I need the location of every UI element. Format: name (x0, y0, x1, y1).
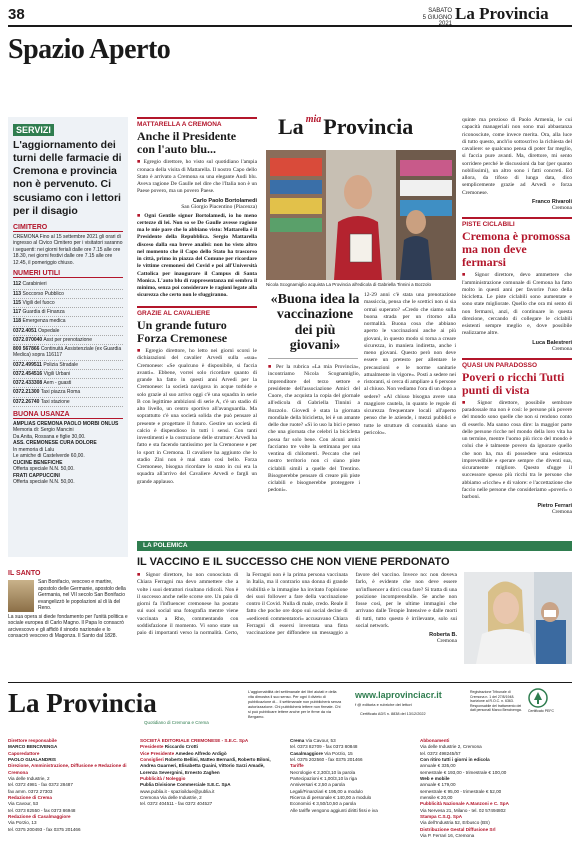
phone-number: 112 (13, 281, 22, 288)
letter-kicker: PISTE CICLABILI (462, 217, 572, 228)
letter-text: Signor direttore, possibile sembrare paradossale ma non è così: le persone più povere del mondo sono quelle che non si rendono conto di esserlo. Ma sanno cosa dire: la maggior parte delle persone ricche nel mondo della loro vita ha un termine, mentre l'uomo più ricco del mondo è colui che è talmente povero da ignorare quello che non ha, ma di possedere una esistenza imprevedibile e sperare sempre che diventi sua, sicuramente migliore. Questo sfugge il successore spesso più ricchi tra le persone che abbiamo «ricche» e di valore: e l'accettazione che faccio nelle persone che consideriamo «poveri» o barboni. (462, 399, 572, 501)
letter-kicker: MATTARELLA A CREMONA (137, 117, 257, 128)
photo-caption: Nicola Scognamiglio acquista La Provincia all'edicola di Gabriella Tinnini a Bozzolo (266, 282, 431, 287)
letter-place: San Giorgio Piacentino (Piacenza) (181, 203, 257, 210)
footer-value[interactable]: www.publia.it - spazioildue@publia.it (140, 788, 215, 794)
footer-value: Via dell'Industria 52, Erbusco (BS) (420, 820, 490, 826)
phone-number: 800 567866 (13, 346, 40, 352)
phone-label: Asst per prenotazione (43, 336, 92, 343)
footer-label: Web e mobile (420, 775, 450, 781)
footer-value: Via delle Industrie, 2 (8, 775, 50, 781)
letter-place: Cremona (551, 345, 572, 352)
footer-heading: Pubblicità / Noleggio (140, 775, 186, 781)
donation-line: Le amiche di Castelverde 60,00. (13, 453, 85, 460)
ads-badge: Certificato ADS n. 8838 del 13/12/2022 (360, 712, 426, 716)
footer-logo[interactable]: La Provincia (8, 688, 157, 718)
letter-headline[interactable]: Un grande futuro Forza Cremonese (137, 317, 228, 345)
letter-body (462, 272, 572, 337)
letter-author: Carlo Paolo Bortolamedi (192, 197, 257, 204)
useful-number-row[interactable] (13, 336, 123, 345)
useful-number-row[interactable] (13, 299, 123, 308)
footer-value: semestrale € 193,00 - trimestrale € 100,00 (420, 769, 507, 775)
bullet-icon: ■ (268, 364, 276, 370)
website-link[interactable]: www.laprovinciacr.it (355, 690, 442, 700)
letter-body (462, 400, 572, 502)
footer-value: Riccardo Crotti (164, 744, 198, 750)
footer-value: tel. 0372 404511 - fax 0372 404527 (140, 801, 213, 807)
footer-value: Via Cavour, 53 (305, 738, 336, 743)
letter-headline[interactable]: Cremona è promossa ma non deve fermarsi (462, 228, 571, 270)
footer-heading: Caporedattore (8, 750, 40, 756)
polemica-author: Roberta B. (429, 632, 457, 638)
footer-value: Publia Divisione Commerciale S.E.C. SpA (140, 782, 231, 788)
letter-author: Luca Balestreri (532, 339, 572, 346)
footer-col-subscriptions (420, 738, 572, 839)
footer-value: annuale € 179,00 (420, 782, 456, 788)
footer-value: Via P. Ferrari 16, Cremona (420, 832, 475, 838)
letter-text: Egregio direttore, ho visto sul quotidiano l'ampia cronaca della visita di Mattarella. Il nostro Capo dello Stato è arrivato a Cremona su una elegante Audi blu. Aveva ragione De Gaulle nel dire che l'Italia non è un Paese povero, ma un povero Paese. (137, 159, 257, 195)
pharmacy-notice: L'aggiornamento dei turni delle farmacie di Cremona e provincia non è pervenuto. Ci scusiamo con i lettori per il disagio (13, 139, 122, 217)
footer-value: tel. 0375 200493 - fax 0375 201466 (8, 826, 81, 832)
website-subtitle: f @ editoria e rubriche dei lettori (355, 702, 412, 707)
footer-heading: Stampa C.S.Q. SpA (420, 813, 463, 819)
polemica-headline[interactable]: IL VACCINO E IL SUCCESSO CHE NON VIENE PERDONATO (137, 556, 450, 568)
services-label: SERVIZI (13, 124, 54, 136)
right-column (462, 117, 572, 547)
footer-col-rates (290, 738, 405, 814)
footer-value: Via Porzio, 13 (8, 820, 37, 826)
letter-headline[interactable]: Anche il Presidente con l'auto blu... (137, 129, 237, 157)
bullet-icon: ■ (137, 572, 146, 578)
phone-label: Soccorso Pubblico (22, 290, 64, 297)
phone-label: Guardia di Finanza (22, 309, 65, 315)
reply-icon: ■ (137, 212, 145, 219)
letter-text: Signor direttore, devo ammettere che l'amministrazione comunale di Cremona ha fatto molto in questi anni per favorire l'uso della bicicletta. Le piste ciclabili sono aumentate e sono state migliorate. Quello che ora mi sento di non fermarsi, anzi, di continuare in questa direzione, cercando di collegare le ciclabili esistenti sempre meglio e, dove possibile realizzarne altre. (462, 272, 572, 337)
buona-usanza-title: BUONA USANZA (13, 411, 123, 419)
phone-label: Taxi stazione (40, 398, 70, 405)
buona-usanza-list (13, 421, 123, 486)
donation-line: Da Anita, Rossana e figlie 30,00. (13, 433, 86, 440)
phone-label: Emergenza medica (22, 318, 66, 325)
feature-text-a: Per la rubrica «La mia Provincia», incontriamo Nicola Scognamiglio, imprenditore del terzo settore e presidente dell'associazione Amici del Cuore, che acquista la copia del giornale all'edicola di Gabriella Tinnini a Bozzolo. Giovedì è stata la giornata mondiale della bicicletta, lei è un amante delle due ruote? «Sì io uso la bici e penso che una giornata che celebri la bicicletta possa far solo bene. Con alcuni amici facciamo tre volte la settimana per una ventina di chilometri. Peccato che nel nostro territorio non ci siano piste ciclabili simili a quelle del Trentino. Bisognerebbe pensare di creare più piste ciclabili e bisognerebbe proteggere i pedoni». (268, 364, 360, 494)
saint-box (8, 570, 128, 670)
useful-number-row[interactable] (13, 327, 123, 336)
footer-value: Via Nervesa 21, Milano - tel. 02 57494802 (420, 807, 506, 813)
footer-value: Amedeo Alfredo Ardigò (175, 750, 227, 756)
header-rule (8, 25, 572, 27)
saint-text: San Bonifacio, vescovo e martire, apostolo delle Germanie, apostolo della Germania, nel VII secolo San Bonifacio evangelizzò le popolazioni al di là del Reno. (38, 579, 126, 611)
footer-rate: Legali/Finanziari € 195,00 a modulo (290, 788, 363, 794)
footer-value: Via Porzio, 15 (324, 750, 353, 756)
vaccination-photo (464, 572, 572, 664)
useful-number-row[interactable] (13, 388, 123, 397)
polemica-text: Signor direttore, ho non conosciuta di Chiara Ferragni ma devo ammettere che a volte i suoi detrattori risultano ridicoli. Non è il successo anche nelle scorse ore. Un paio di giorni fa l'influencer cremonese ha postato sui suoi social una fotografia mentre viene vaccinata a Rho, commentando con soddisfazione il momento. Vi sono state un paio di importanti verso la normalità. Certo, la Ferragni non è la prima persona vaccinata in Italia, ma il contrario una donna di grande visibilità e la immagine ha invitato l'opinione dei suoi follower a fare della vaccinazione contro il Covid. Nulla di male, credo. Reale il fatto che poche ore dopo sui social decine di «sedicenti commentatori» accusavano Chiara Ferragni di essersi inventata una finta vaccinazione per diffondere un messaggio a favore del vaccino. Invece no: non doveva farlo, è evidente che non deve essere un'influencer a dirci cosa fare? Si tratta di una posizione incomprensibile. Se anche non fosse così, per le ultime immagini che arrivano dalle Terapie Intensive e dalle morti di tutti, tutto questo è irrilevante, solo sui social network. (137, 572, 457, 636)
footer-legal-note: L'aggiornabilità del settimanale del libri aiutati e della vita dimostra il suo senso. Per ogni il divieto di pubblicazione di... Il settimanale non pubblicherà senza autorizzazione. Chi pubblicherà lettere non firmate. Chi si può pubblicare lettere anche per le firme da via Bergamo. (248, 690, 342, 719)
footer-value: mensile € 20,00 (420, 794, 453, 800)
page-number: 38 (8, 6, 25, 23)
quote-divider (268, 358, 358, 359)
footer-label: Casalmaggiore (290, 750, 323, 756)
donation-line: ASS. CREMONESE CURA DOLORE (13, 440, 97, 447)
phone-number: 118 (13, 318, 22, 325)
donation-line: In memoria di Lalu (13, 446, 55, 453)
newsstand-photo (266, 150, 456, 280)
letter-text: Egregio direttore, ho letto nei giorni scorsi le dichiarazioni del cavalier Arvedi sulla «sua» Cremonese: «Se qualcuno è disponibile, si faccia avanti». Ebbene, vorrei solo ricordare quanto di grande ha fatto in questi anni Arvedi per la Cremonese: la società navigava in acque torbide e solo grazie al suo arrivo oggi c'è una squadra in serie B con legittime ambizioni di serie A, c'è un stadio di alto livello, un centro sportivo all'avanguardia. Ma soprattutto c'è una società solida che può pensare al presente e progettare il futuro. Gestire un società di calcio è dispendioso in tutti i sensi. Con tanti investimenti e la costruzione delle strutture: Arvedi ha fatto e sta facendo tantissimo per la Cremonese e per lo sport in Cremona. Il cavaliere ha aggiunto che lo stadio Zini non è mai stato così bello. Forza Cremonese, bisogna ricordare lo stato in cui era la squadra all'arrivo del Cavaliere Arvedi e fargli un grande applauso. (137, 348, 257, 485)
useful-number-row[interactable] (13, 317, 123, 326)
footer-value: semestrale € 95,00 - trimestrale € 52,00 (420, 788, 502, 794)
phone-label: Continuità Assistenziale (ex Guardia Medica) sopra 116117 (13, 346, 122, 359)
footer-heading: Pubblicità Nazionale A.Manzoni e C. SpA (420, 801, 509, 807)
pefc-tree-icon (528, 688, 548, 708)
donation-line: Memoria di: Sergio Mancini (13, 427, 74, 434)
phone-label: Carabinieri (22, 281, 47, 288)
registration-note: Registrazione Tribunale di Cremona n. 1 del 27/8/1948. Iscrizione al R.O.C. n. 6363. Responsabile del trattamento dei dati personali Marco Bencivenga. (470, 690, 522, 713)
useful-numbers-list (13, 280, 123, 407)
footer-label: Vice Presidente (140, 750, 175, 756)
issue-day: SABATO (428, 8, 452, 14)
footer-rate: Anniversari € 2,50 a parola (290, 782, 345, 788)
useful-number-row[interactable] (13, 280, 123, 289)
polemica-place: Cremona (436, 638, 457, 644)
footer-col-editorial (8, 738, 128, 833)
footer-value: Cremona Via delle Industrie, 2 (140, 794, 202, 800)
useful-number-row[interactable] (13, 398, 123, 407)
letter-continued: quinte ma prezioso di Paolo Armenia, le cui capacità manageriali non sono mai abbastanza riconosciute, come invece merita. Ora, alla luce di tutto questo, anch'io sottoscrivo la richiesta del cavaliere: se qualcuno pensa di poter far meglio, si faccia pure avanti. Ma, direttore, mi sento sorridere perché le discussioni da bar (per quanto nobilissimi), un altro sono i fatti concreti. Ed allora, da tifoso di lunga data, dico semplicemente grazie ad Arvedi e forza Cremonese. (462, 117, 572, 196)
footer-label: Crema (290, 738, 305, 743)
letter-body (137, 348, 257, 486)
footer-value: tel. 0375 202560 - fax 0375 201466 (290, 756, 363, 762)
footer-value: Via Cavour, 53 (8, 801, 39, 807)
letter-kicker: QUASI UN PARADOSSO (462, 358, 572, 369)
letter-place: Cremona (551, 509, 572, 516)
polemica-label: LA POLEMICA (143, 542, 188, 549)
footer-value: tel. 0372 498245/57 (420, 750, 461, 756)
feature-logo-pre: La (278, 114, 304, 139)
donation-line: Offerta speciale N.N. 50,00. (13, 479, 75, 486)
footer-heading: Direzione, Amministrazione, Diffusione e Redazione di Cremona (8, 763, 127, 775)
phone-label: Vigili Urbani (43, 370, 71, 377)
feature-quote[interactable]: «Buona idea la vaccinazione dei più giovani» (270, 292, 360, 354)
footer-rate: Partecipazioni € 1,00/3,10 la riga (290, 775, 357, 781)
saint-image (8, 580, 34, 612)
footer-heading: Direttore responsabile (8, 738, 57, 743)
footer-value: PAOLO GUALANDRIS (8, 756, 56, 762)
issue-full-date: 5 GIUGNO (422, 14, 452, 21)
letter-headline[interactable]: Poveri o ricchi Tutti punti di vista (462, 369, 565, 397)
useful-numbers-title: NUMERI UTILI (13, 270, 123, 278)
editor-reply (137, 213, 257, 300)
footer-rate: Alle tariffe vengono aggiunti diritti fissi e iva (290, 807, 378, 813)
bullet-icon: ■ (462, 399, 478, 406)
phone-label: Ospedale (38, 327, 60, 334)
footer-label: Presidente (140, 744, 164, 750)
footer-value: tel. 0372 4981 - fax 0372 28487 (8, 782, 73, 788)
footer-value: tel. 0373 82550 - fax 0373 86948 (8, 807, 76, 813)
letters-column (137, 117, 257, 547)
letter-kicker: GRAZIE AL CAVALIERE (137, 306, 257, 317)
footer-value: annuale € 335,00 (420, 763, 456, 769)
footer-label: Con ritiro tutti i giorni in edicola (420, 756, 490, 762)
feature-logo (278, 114, 413, 140)
footer-heading: Abbonamenti (420, 738, 450, 743)
useful-number-row[interactable] (13, 361, 123, 370)
phone-number: 117 (13, 309, 22, 315)
saint-label: IL SANTO (8, 570, 41, 577)
pefc-label: Certificato PEFC (528, 709, 555, 713)
section-title: Spazio Aperto (8, 34, 171, 65)
masthead-logo[interactable]: La Provincia (455, 4, 549, 23)
footer-value: Roberto Bellini, Matteo Bernardi, Roberto Biloni, Andrea Guarneri, Elisabetta Quaini, Vittorio Sarzi Amadè, Lorenza Severgnini, Ernesto Zaghen (140, 756, 271, 775)
polemica-photo (464, 572, 572, 664)
footer-label: Consiglieri (140, 756, 164, 762)
footer-heading: Redazione di Casalmaggiore (8, 813, 71, 819)
bullet-icon: ■ (137, 348, 146, 354)
phone-number: 113 (13, 290, 22, 297)
footer-value: Via delle Industrie 2, Cremona (420, 744, 482, 750)
bullet-icon: ■ (137, 159, 144, 166)
letter-author: Franco Rivaroli (531, 198, 572, 205)
phone-number: 0372.21300 (13, 389, 40, 396)
footer-rate: Necrologie € 2,30/3,10 la parola (290, 769, 356, 775)
phone-number: 115 (13, 299, 22, 306)
donation-line: CUCINE BENEFICHE (13, 459, 63, 466)
feature-logo-post: Provincia (323, 114, 414, 139)
useful-number-row[interactable] (13, 345, 123, 361)
footer-value: MARCO BENCIVENGA (8, 744, 58, 750)
footer-heading: Tariffe (290, 763, 304, 769)
useful-number-row[interactable] (13, 379, 123, 388)
footer-value: fax amm. 0372 27303 (8, 788, 53, 794)
cemetery-title: CIMITERO (13, 224, 123, 232)
phone-label: Aem - guasti (43, 380, 72, 386)
footer-tagline: Quotidiano di Cremona e Crema (144, 720, 209, 725)
footer-col-society (140, 738, 275, 808)
footer-rule (8, 682, 572, 683)
footer-heading: Distribuzione Gestal Diffusione Srl (420, 826, 496, 832)
footer-rate: Economici € 3,50/10,50 a parola (290, 801, 356, 807)
bullet-icon: ■ (462, 272, 475, 279)
reply-text: Ogni Gentile signor Bortolamedi, io ho meno certezze di lei. Non so se De Gaulle avesse ragione ma le mie pare che lo abbiano visto: Mattarella è il Presidente della Repubblica. Sergio Mattarella disceso dalla sua breve analisi: non ho visto altro nel momento che il Capo dello Stato ha trascorso in città, primo in piazza del Comune per ricordare le vittime cremonesi del Covid e poi all'Università Cattolica per inaugurare il Campus di Santa Monica. L'auto blu di rappresentanza mi sembra il minimo, senza poi considerare le ragioni legate alla sicurezza che certo non le sfuggiranno. (137, 212, 257, 299)
phone-label: Polizia Stradale (43, 361, 79, 368)
letter-place: Cremona (551, 204, 572, 211)
pefc-badge (528, 688, 572, 726)
footer-value: tel. 0373 82709 - fax 0373 80848 (290, 744, 358, 750)
polemica-bar (137, 541, 572, 551)
donation-line: FRATI CAPPUCCINI (13, 472, 60, 479)
footer-heading: Redazione di Crema (8, 794, 52, 800)
phone-number: 0372.070040 (13, 336, 43, 343)
services-box (8, 117, 128, 557)
feature-photo (266, 150, 456, 280)
cemetery-text: CREMONA Fino al 15 settembre 2021 gli orari di ingresso al Civico Cimitero per i visitatori saranno i seguenti: nei giorni feriali dalle ore 7.15 alle ore 18.30, nei giorni festivi dalle ore 7.15 alle ore 12.45, il pomeriggio chiuso. (13, 233, 123, 266)
donation-line: Offerta speciale N.N. 50,00. (13, 466, 75, 473)
footer-heading: SOCIETÀ EDITORIALE CREMONESE - S.E.C. SpA (140, 738, 249, 743)
donation-line: AMPLIAS CREMONA PAOLO MORBI ONLUS (13, 420, 119, 427)
phone-number: 0372.26740 (13, 398, 40, 405)
saint-text-2: La sua opera si diede fondamento per l'unità politica e sociale europea di Carlo Magno. Il Papa lo consacrò arcivescovo e gli affidò il sinodo nazionale e lo consacrò vescovo di Magonza. Il Santo dal 1828. (8, 613, 128, 639)
letter-author: Pietro Ferrari (537, 503, 572, 510)
phone-number: 0372.454516 (13, 370, 43, 377)
useful-number-row[interactable] (13, 290, 123, 299)
feature-logo-mia: mia (305, 114, 322, 125)
useful-number-row[interactable] (13, 308, 123, 317)
footer-rate: Ricerca di personale € 140,00 a modulo (290, 794, 372, 800)
polemica-body (137, 572, 457, 672)
phone-number: 0372.499511 (13, 361, 42, 368)
phone-label: Vigili del fuoco (22, 299, 55, 306)
phone-number: 0372.4051 (13, 327, 37, 334)
letter-body (137, 159, 257, 195)
feature-body-a (268, 364, 360, 554)
phone-number: 0372.433308 (13, 380, 43, 386)
phone-label: Taxi piazza Roma (40, 389, 81, 396)
useful-number-row[interactable] (13, 370, 123, 379)
feature-body-b: 12-29 anni c'è stata una prenotazione massiccia, pensa che le scettici non si sia ormai superato? «Credo che siamo sulla buona strada per un ritorno alla normalità. Buona cosa che abbiano aperto le vaccinazioni anche ai più giovani, in questo modo si torna a creare sicurezza, in maniera indiretta, anche i meno giovani. Questo però non deve essere un pretesto per allentare le precauzioni e le norme sanitarie attualmente in vigore». Posti a sedere nei ristoranti, si cerca di ampliare a 6 persone al chiuso. Non vediamo l'ora di un dopo a sedere? «Al chiuso bisogna avere una maggiore cautela, in quanto le regole di sicurezza frequentare locali all'aperto penso che le aziende, i mezzi pubblici e tutte le strutture di comunità siano un pericolo». (364, 292, 456, 436)
